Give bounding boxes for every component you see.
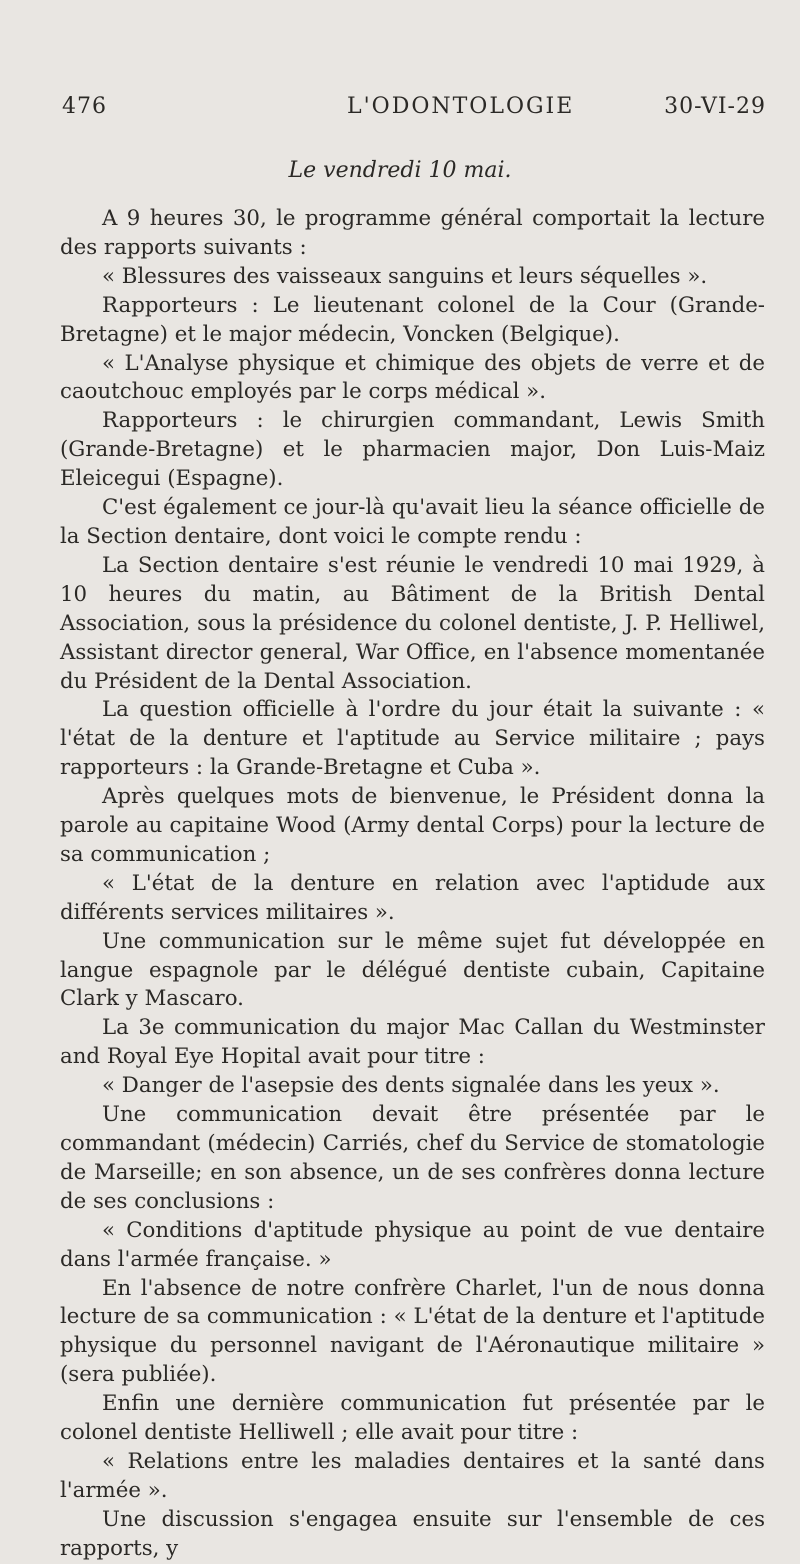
paragraph: Une communication sur le même sujet fut développée en langue espagnole par le délégué dentiste cubain, Capitaine Clark y Mascaro. — [60, 928, 765, 1012]
paragraph: « Blessures des vaisseaux sanguins et leurs séquelles ». — [102, 263, 708, 289]
paragraph: Une discussion s'engagea ensuite sur l'ensemble de ces rapports, y — [60, 1506, 765, 1561]
issue-date: 30-VI-29 — [664, 94, 766, 119]
paragraph: Rapporteurs : Le lieutenant colonel de la Cour (Grande-Bretagne) et le major médecin, Voncken (Belgique). — [60, 292, 765, 347]
running-header — [62, 94, 766, 124]
section-date-heading: Le vendredi 10 mai. — [288, 158, 512, 183]
paragraph: La Section dentaire s'est réunie le vendredi 10 mai 1929, à 10 heures du matin, au Bâtiment de la British Dental Association, sous la présidence du colonel dentiste, J. P. Helliwel, Assistant director general, War Office, en l'absence momentanée du Président de la Dental Association. — [60, 552, 765, 694]
paragraph: A 9 heures 30, le programme général comportait la lecture des rapports suivants : — [60, 206, 765, 260]
paragraph: C'est également ce jour-là qu'avait lieu la séance officielle de la Section dentaire, dont voici le compte rendu : — [60, 495, 765, 549]
paragraph: La 3e communication du major Mac Callan du Westminster and Royal Eye Hopital avait pour titre : — [60, 1015, 765, 1070]
paragraph: Après quelques mots de bienvenue, le Président donna la parole au capitaine Wood (Army dental Corps) pour la lecture de sa communication ; — [60, 784, 765, 867]
page-number: 476 — [62, 94, 107, 119]
paragraph: En l'absence de notre confrère Charlet, l'un de nous donna lecture de sa communication : « L'état de la denture et l'aptitude physique du personnel navigant de l'Aéronautique militaire » (sera publiée). — [60, 1275, 765, 1388]
journal-title: L'ODONTOLOGIE — [347, 94, 575, 119]
paragraph: « Danger de l'asepsie des dents signalée dans les yeux ». — [102, 1073, 720, 1099]
paragraph: Enfin une dernière communication fut présentée par le colonel dentiste Helliwell ; elle avait pour titre : — [60, 1391, 765, 1446]
paragraph: Rapporteurs : le chirurgien commandant, Lewis Smith (Grande-Bretagne) et le pharmacien major, Don Luis-Maiz Eleicegui (Espagne). — [60, 408, 765, 492]
paragraph: Une communication devait être présentée par le commandant (médecin) Carriés, chef du Service de stomatologie de Marseille; en son absence, un de ses confrères donna lecture de ses conclusions : — [60, 1102, 765, 1214]
paragraph: « Relations entre les maladies dentaires et la santé dans l'armée ». — [60, 1448, 765, 1503]
paragraph: « L'état de la denture en relation avec l'aptidude aux différents services militaires ». — [60, 870, 765, 925]
paragraph: La question officielle à l'ordre du jour était la suivante : « l'état de la denture et l'aptitude au Service militaire ; pays rapporteurs : la Grande-Bretagne et Cuba ». — [60, 697, 765, 781]
paragraph: « Conditions d'aptitude physique au point de vue dentaire dans l'armée française. » — [60, 1217, 765, 1272]
paragraph: « L'Analyse physique et chimique des objets de verre et de caoutchouc employés par le corps médical ». — [60, 350, 765, 405]
